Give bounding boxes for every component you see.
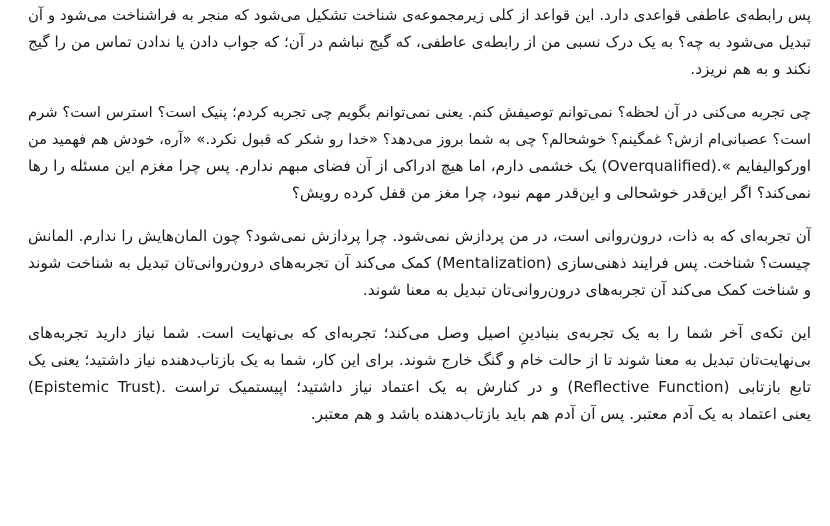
paragraph-line: نکند و به هم نریزد. [690, 60, 811, 78]
paragraph-emotional-relationship [28, 2, 811, 83]
paragraph-line: پس رابطه‌ی عاطفی قواعدی دارد. این قواعد از کلی زیرمجموعه‌ی شناخت تشکیل می‌شود که منجر به فراشناخت می‌شود و آن [28, 6, 811, 24]
paragraph-mentalization [28, 223, 811, 304]
paragraph-line: چیست؟ شناخت. پس فرایند ذهنی‌سازی (Mentalization) کمک می‌کند آن تجربه‌های درون‌روانی‌تان تبدیل به شناخت شوند [28, 254, 811, 272]
article-body [28, 2, 811, 444]
paragraph-line: و شناخت کمک می‌کند آن تجربه‌های درون‌روانی‌تان تبدیل به معنا شوند. [362, 281, 811, 299]
paragraph-line: است؟ عصبانی‌ام ازش؟ غمگینم؟ خوشحالم؟ چی به شما بروز می‌دهد؟ «خدا رو شکر که قبول نکرد.» «آره، خودش هم فهمید من [28, 131, 811, 148]
paragraph-line: تابع بازتابی (Reflective Function) و در کنارش به یک اعتماد نیاز داشتید؛ اپیستمیک تراست .(Epistemic Trust) [28, 378, 812, 396]
paragraph-line: نمی‌کند؟ اگر این‌قدر خوشحالی و این‌قدر مهم نبود، چرا مغز من قفل کرده رویش؟ [291, 184, 811, 202]
paragraph-epistemic-trust [28, 320, 811, 428]
paragraph-line: این تکه‌ی آخر شما را به یک تجربه‌ی بنیادینِ اصیل وصل می‌کند؛ تجربه‌ای که بی‌نهایت است. شما نیاز دارید تجربه‌های [28, 324, 811, 342]
paragraph-line: تبدیل می‌شود به چه؟ به یک درک نسبی من از رابطه‌ی عاطفی، که گیج نباشم در آن؛ که جواب دادن یا ندادن تماس من را گیج [28, 33, 811, 51]
paragraph-experience-moment [28, 99, 811, 207]
paragraph-line: آن تجربه‌ای که به ذات، درون‌روانی است، در من پردازش نمی‌شود. چرا پردازش نمی‌شود؟ چون المان‌هایش را ندارم. المانش [28, 227, 811, 245]
paragraph-line: یعنی اعتماد به یک آدم معتبر. پس آن آدم هم باید بازتاب‌دهنده باشد و هم معتبر. [310, 405, 811, 423]
paragraph-line: بی‌نهایت‌تان تبدیل به معنا شوند تا از حالت خام و گنگ خارج شوند. برای این کار، شما به یک بازتاب‌دهنده نیاز داشتید؛ یعنی یک [28, 351, 811, 369]
paragraph-line: اورکوالیفایم ».(Overqualified) یک خشمی دارم، اما هیچ ادراکی از آن فضای مبهم ندارم. پس چرا مغزم این مسئله را رها [28, 157, 811, 175]
paragraph-line: چی تجربه می‌کنی در آن لحظه؟ نمی‌توانم توصیفش کنم. یعنی نمی‌توانم بگویم چی تجربه کردم؛ پنیک است؟ استرس است؟ شرم [28, 104, 811, 121]
